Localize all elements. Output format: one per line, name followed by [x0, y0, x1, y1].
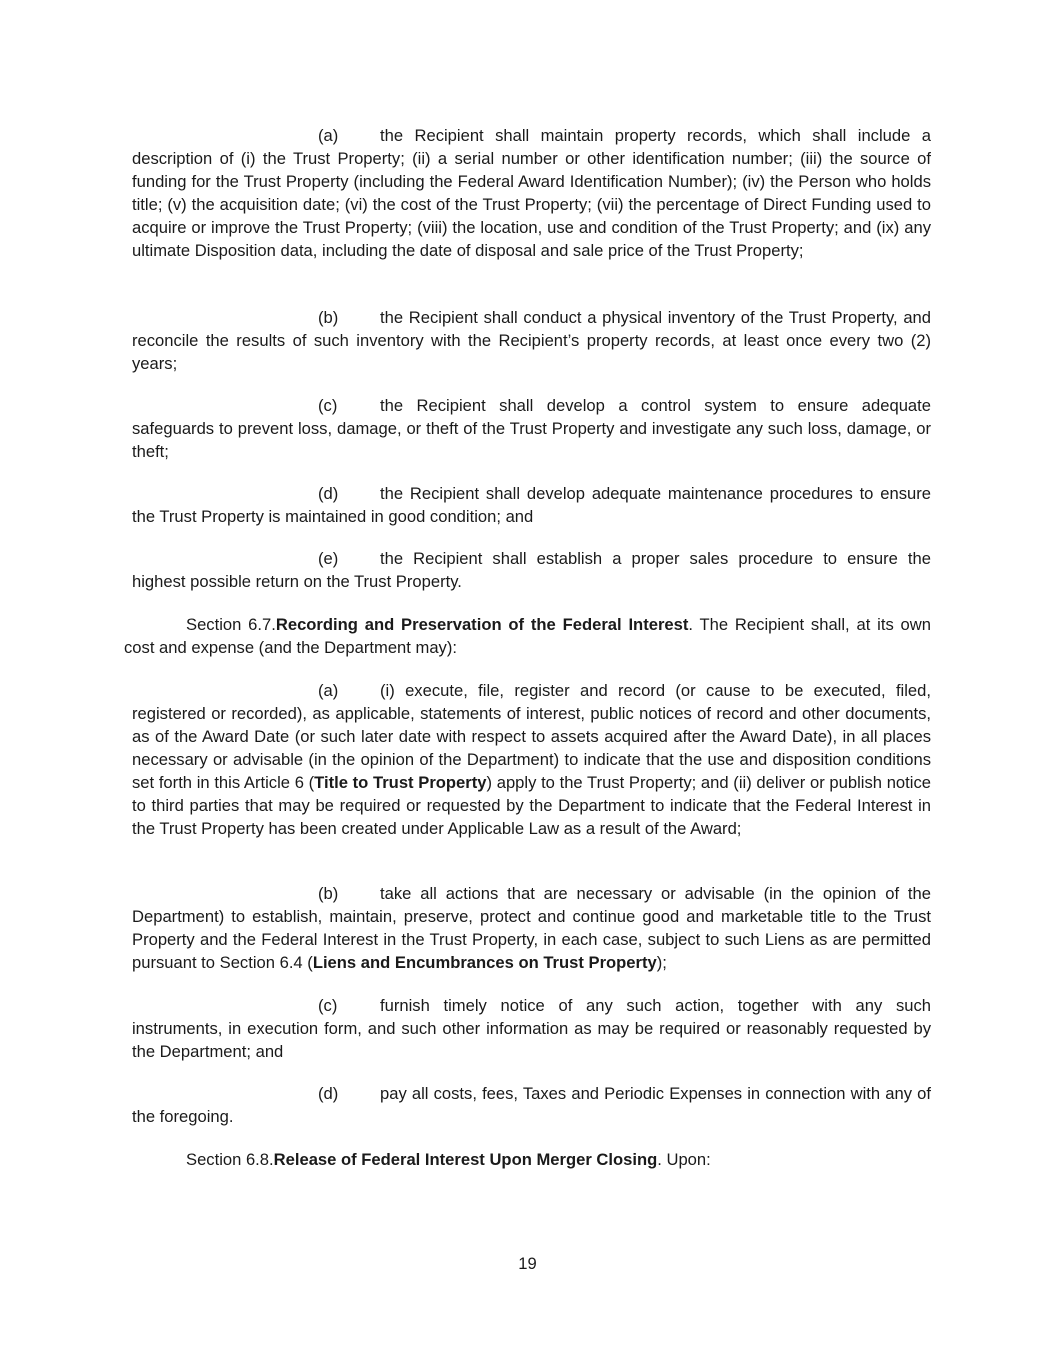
clause-text: the Recipient shall develop adequate maintenance procedures to ensure the Trust Property is maintained in good condition; and: [132, 484, 931, 526]
clause-text: the Recipient shall maintain property records, which shall include a description of (i) the Trust Property; (ii) a serial number or other identification number; (iii) the source of funding for the Trust Property (including the Federal Award Identification Number); (iv) the Person who holds title; (v) the acquisition date; (vi) the cost of the Trust Property; (vii) the percentage of Direct Funding used to acquire or improve the Trust Property; (viii) the location, use and condition of the Trust Property; and (ix) any ultimate Disposition data, including the date of disposal and sale price of the Trust Property;: [132, 126, 931, 260]
clause-text: pay all costs, fees, Taxes and Periodic Expenses in connection with any of the foregoing.: [132, 1084, 931, 1126]
clause-b-2: [132, 882, 931, 974]
clause-a-2: [132, 679, 931, 840]
clause-b: [132, 306, 931, 375]
section-number: Section 6.8.: [186, 1150, 274, 1169]
clause-text: the Recipient shall develop a control system to ensure adequate safeguards to prevent loss, damage, or theft of the Trust Property and investigate any such loss, damage, or theft;: [132, 396, 931, 461]
clause-label: (e): [318, 549, 339, 568]
clause-a: [132, 124, 931, 262]
clause-label: (c): [318, 396, 338, 415]
section-text: . Upon:: [657, 1150, 711, 1169]
clause-label: (b): [318, 884, 339, 903]
clause-text: the Recipient shall conduct a physical inventory of the Trust Property, and reconcile the results of such inventory with the Recipient’s property records, at least once every two (2) years;: [132, 308, 931, 373]
clause-e: [132, 547, 931, 593]
clause-text-cont: ) apply to the Trust Property; and (ii) deliver or publish notice to third parties that may be required or requested by the Department to indicate that the Federal Interest in the Trust Property has been created under Applicable Law as a result of the Award;: [132, 773, 931, 838]
section-number: Section 6.7.: [186, 615, 276, 634]
clause-d-2: [132, 1082, 931, 1128]
clause-c: [132, 394, 931, 463]
clause-c-2: [132, 994, 931, 1063]
clause-text: (i) execute, file, register and record (or cause to be executed, filed, registered or recorded), as applicable, statements of interest, public notices of record and other documents, as of the Award Date (or such later date with respect to assets acquired after the Award Date), in all places necessary or advisable (in the opinion of the Department) to indicate that the use and disposition conditions set forth in this Article 6 (: [132, 681, 931, 792]
page-number: 19: [518, 1254, 537, 1273]
clause-label: (b): [318, 308, 339, 327]
section-6-8: [124, 1148, 931, 1171]
clause-label: (a): [318, 126, 339, 145]
section-title: Recording and Preservation of the Federal Interest: [275, 615, 689, 634]
section-text: . The Recipient shall, at its own cost and expense (and the Department may):: [124, 615, 932, 657]
clause-label: (d): [318, 1084, 339, 1103]
clause-text-cont: );: [656, 953, 667, 972]
clause-text: furnish timely notice of any such action, together with any such instruments, in execution form, and such other information as may be required or reasonably requested by the Department; and: [132, 996, 931, 1061]
clause-label: (a): [318, 681, 339, 700]
section-title: Release of Federal Interest Upon Merger Closing: [273, 1150, 658, 1169]
clause-label: (d): [318, 484, 339, 503]
clause-text: the Recipient shall establish a proper sales procedure to ensure the highest possible return on the Trust Property.: [132, 549, 931, 591]
clause-label: (c): [318, 996, 338, 1015]
section-6-7: [124, 613, 931, 659]
clause-bold-ref: Liens and Encumbrances on Trust Property: [312, 953, 657, 972]
clause-bold-ref: Title to Trust Property: [314, 773, 487, 792]
clause-text: take all actions that are necessary or advisable (in the opinion of the Department) to establish, maintain, preserve, protect and continue good and marketable title to the Trust Property and the Federal Interest in the Trust Property, in each case, subject to such Liens as are permitted pursuant to Section 6.4 (: [132, 884, 931, 972]
clause-d: [132, 482, 931, 528]
